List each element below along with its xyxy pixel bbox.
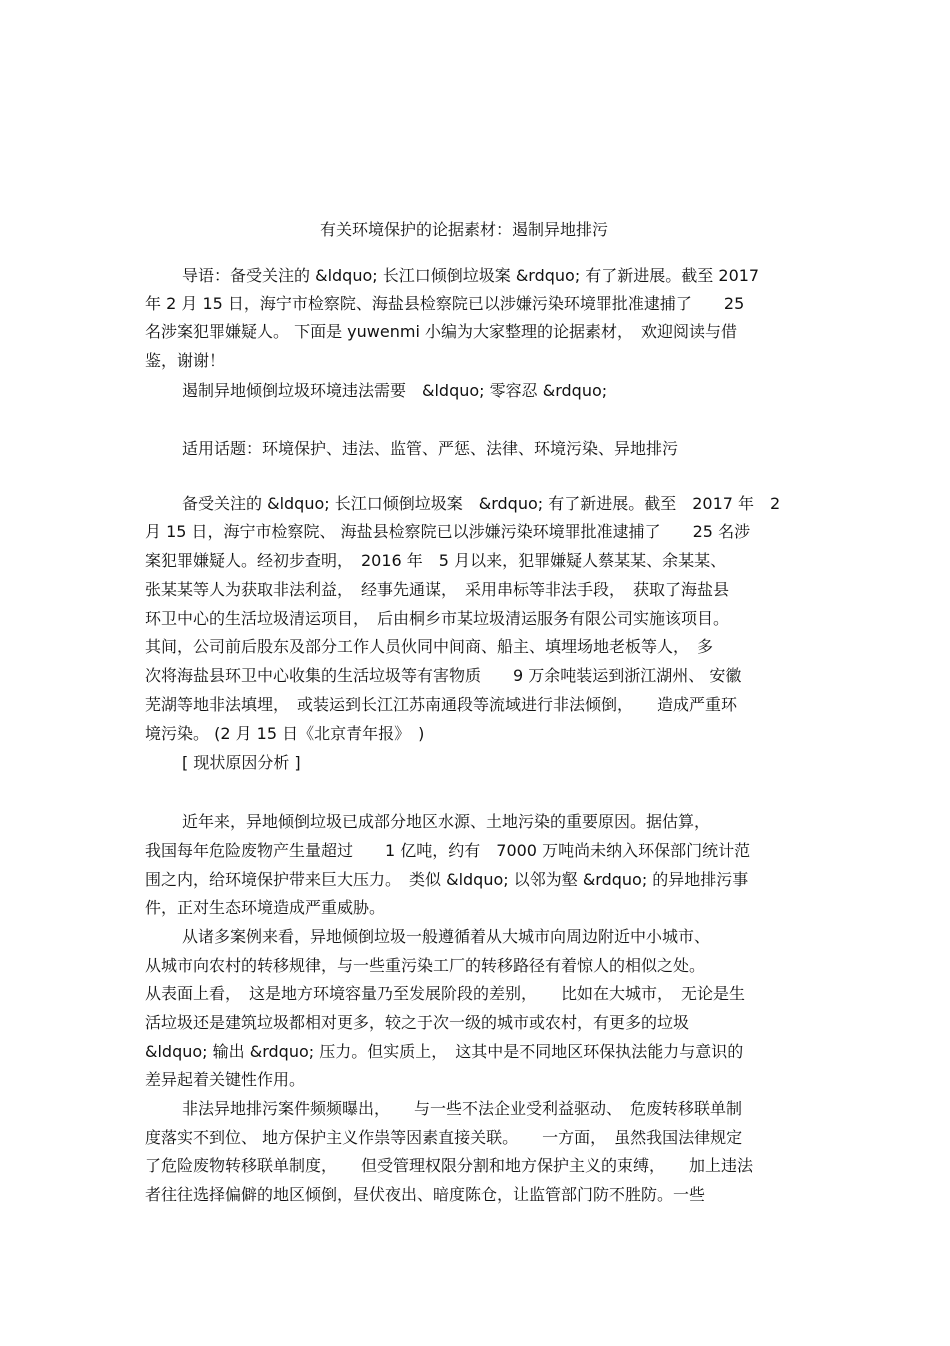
paragraph-line: 件，正对生态环境造成严重威胁。 — [145, 898, 386, 917]
paragraph-line: 者往往选择偏僻的地区倾倒，昼伏夜出、暗度陈仓，让监管部门防不胜防。一些 — [145, 1185, 706, 1204]
paragraph-line: 导语：备受关注的 &ldquo; 长江口倾倒垃圾案 &rdquo; 有了新进展。截至 2017 — [182, 266, 760, 285]
paragraph-line: 次将海盐县环卫中心收集的生活垃圾等有害物质 9 万余吨装运到浙江湖州、 安徽 — [145, 666, 742, 685]
paragraph-line: 了危险废物转移联单制度， 但受管理权限分割和地方保护主义的束缚， 加上违法 — [145, 1156, 754, 1175]
document-title: 有关环境保护的论据素材：遏制异地排污 — [319, 220, 608, 239]
paragraph-line: 张某某等人为获取非法利益， 经事先通谋， 采用串标等非法手段， 获取了海盐县 — [145, 580, 730, 599]
paragraph-line: 差异起着关键性作用。 — [145, 1070, 306, 1089]
paragraph-line: 活垃圾还是建筑垃圾都相对更多，较之于次一级的城市或农村，有更多的垃圾 — [145, 1013, 690, 1032]
paragraph-line: &ldquo; 输出 &rdquo; 压力。但实质上， 这其中是不同地区环保执法能力与意识的 — [145, 1042, 744, 1061]
paragraph-line: 名涉案犯罪嫌疑人。 下面是 yuwenmi 小编为大家整理的论据素材， 欢迎阅读与借 — [145, 322, 737, 341]
paragraph-line: 其间，公司前后股东及部分工作人员伙同中间商、船主、填埋场地老板等人， 多 — [145, 637, 714, 656]
paragraph-line: 围之内，给环境保护带来巨大压力。 类似 &ldquo; 以邻为壑 &rdquo; 的异地排污事 — [145, 870, 749, 889]
paragraph-line: 芜湖等地非法填埋， 或装运到长江江苏南通段等流域进行非法倾倒， 造成严重环 — [145, 695, 738, 714]
paragraph-line: 境污染。 (2 月 15 日《北京青年报》 ) — [145, 724, 425, 743]
paragraph-line: 我国每年危险废物产生量超过 1 亿吨，约有 7000 万吨尚未纳入环保部门统计范 — [145, 841, 751, 860]
paragraph-line: 环卫中心的生活垃圾清运项目， 后由桐乡市某垃圾清运服务有限公司实施该项目。 — [145, 609, 730, 628]
section-heading: [ 现状原因分析 ] — [182, 753, 301, 772]
paragraph-line: 适用话题：环境保护、违法、监管、严惩、法律、环境污染、异地排污 — [182, 439, 679, 458]
paragraph-line: 年 2 月 15 日，海宁市检察院、海盐县检察院已以涉嫌污染环境罪批准逮捕了 25 — [145, 294, 745, 313]
paragraph-line: 度落实不到位、 地方保护主义作祟等因素直接关联。 一方面， 虽然我国法律规定 — [145, 1128, 743, 1147]
paragraph-line: 从城市向农村的转移规律，与一些重污染工厂的转移路径有着惊人的相似之处。 — [145, 956, 706, 975]
paragraph-line: 从诸多案例来看，异地倾倒垃圾一般遵循着从大城市向周边附近中小城市、 — [182, 927, 711, 946]
paragraph-line: 备受关注的 &ldquo; 长江口倾倒垃圾案 &rdquo; 有了新进展。截至 2017 年 2 — [182, 494, 781, 513]
paragraph-line: 月 15 日，海宁市检察院、 海盐县检察院已以涉嫌污染环境罪批准逮捕了 25 名涉 — [145, 522, 751, 541]
paragraph-line: 从表面上看， 这是地方环境容量乃至发展阶段的差别， 比如在大城市， 无论是生 — [145, 984, 746, 1003]
paragraph-line: 近年来，异地倾倒垃圾已成部分地区水源、土地污染的重要原因。据估算， — [182, 812, 711, 831]
paragraph-line: 非法异地排污案件频频曝出， 与一些不法企业受利益驱动、 危废转移联单制 — [182, 1099, 743, 1118]
paragraph-line: 案犯罪嫌疑人。经初步查明， 2016 年 5 月以来，犯罪嫌疑人蔡某某、余某某、 — [145, 551, 727, 570]
paragraph-line: 鉴，谢谢！ — [145, 351, 226, 370]
paragraph-line: 遏制异地倾倒垃圾环境违法需要 &ldquo; 零容忍 &rdquo; — [182, 381, 608, 400]
